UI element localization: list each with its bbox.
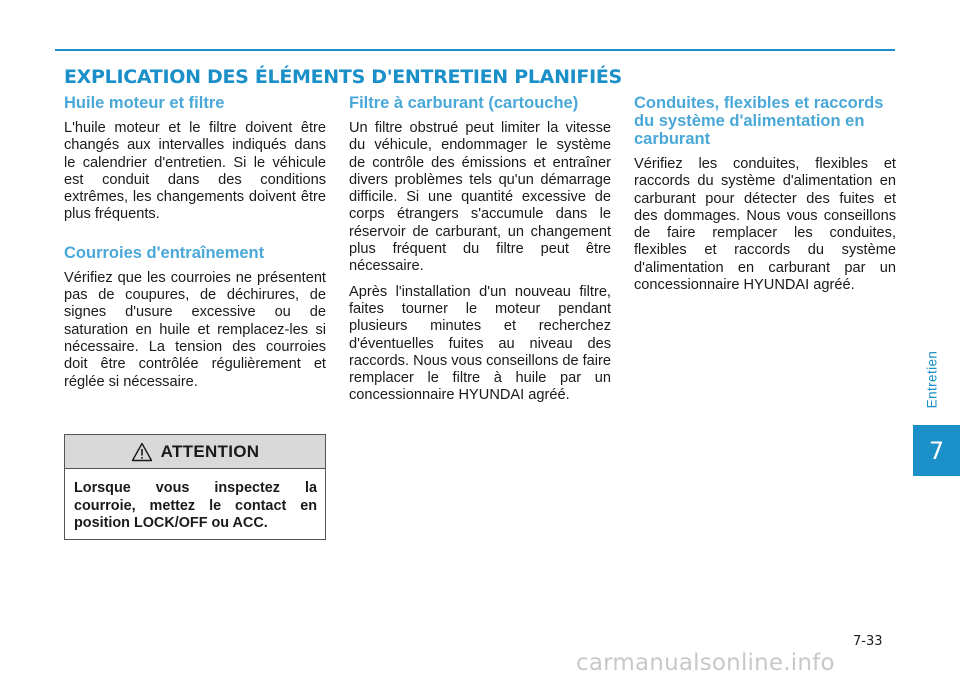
- paragraph-fuel-filter-2: Après l'installation d'un nouveau filtre, faites tourner le moteur pendant plusieurs minutes et recherchez d'éventuelles fuites au niveau des raccords. Nous vous conseillons de faire remplacer le filtre à huile par un concessionnaire HYUNDAI agréé.: [349, 283, 612, 404]
- top-rule: [55, 49, 895, 51]
- attention-header: [65, 435, 325, 469]
- attention-box: [64, 434, 326, 540]
- attention-text: Lorsque vous inspectez la courroie, mettez le contact en position LOCK/OFF ou ACC.: [74, 480, 317, 531]
- heading-fuel-lines: Conduites, flexibles et raccords du système d'alimentation en carburant: [634, 94, 884, 148]
- attention-label: ATTENTION: [160, 441, 260, 461]
- page-number: 7-33: [853, 634, 883, 649]
- column-3: [634, 94, 896, 294]
- chapter-tab: [913, 425, 960, 476]
- heading-fuel-filter: Filtre à carburant (cartouche): [349, 94, 579, 112]
- paragraph-fuel-lines: Vérifiez les conduites, flexibles et raccords du système d'alimentation en carburant pour détecter des fuites et des dommages. Nous vous conseillons de faire remplacer les conduites, flexibles et raccords du système d'alimentation en carburant par un concessionnaire HYUNDAI agréé.: [634, 156, 896, 294]
- paragraph-engine-oil: L'huile moteur et le filtre doivent être changés aux intervalles indiqués dans le calendrier d'entretien. Si le véhicule est conduit dans des conditions extrêmes, les changements doivent être plus fréquents.: [64, 120, 326, 223]
- chapter-label: Entretien: [924, 350, 940, 408]
- column-2: [349, 94, 611, 405]
- paragraph-drive-belts: Vérifiez que les courroies ne présentent pas de coupures, de déchirures, de signes d'usure excessive ou de saturation en huile et remplacez-les si nécessaire. La tension des courroies doit être contrôlée régulièrement et réglée si nécessaire.: [64, 269, 326, 390]
- watermark: carmanualsonline.info: [576, 650, 835, 676]
- paragraph-fuel-filter-1: Un filtre obstrué peut limiter la vitesse du véhicule, endommager le système de contrôle des émissions et entraîner divers problèmes tels qu'un démarrage difficile. Si une quantité excessive de corps étrangers s'accumule dans le réservoir de carburant, un changement plus fréquent du filtre peut être nécessaire.: [349, 120, 611, 275]
- chapter-side-label: [918, 330, 946, 428]
- heading-drive-belts: Courroies d'entraînement: [64, 243, 265, 262]
- heading-engine-oil: Huile moteur et filtre: [64, 94, 225, 112]
- column-1: [64, 94, 326, 391]
- chapter-number: 7: [928, 436, 945, 465]
- page-title: EXPLICATION DES ÉLÉMENTS D'ENTRETIEN PLANIFIÉS: [64, 66, 622, 88]
- warning-triangle-icon: [131, 442, 153, 462]
